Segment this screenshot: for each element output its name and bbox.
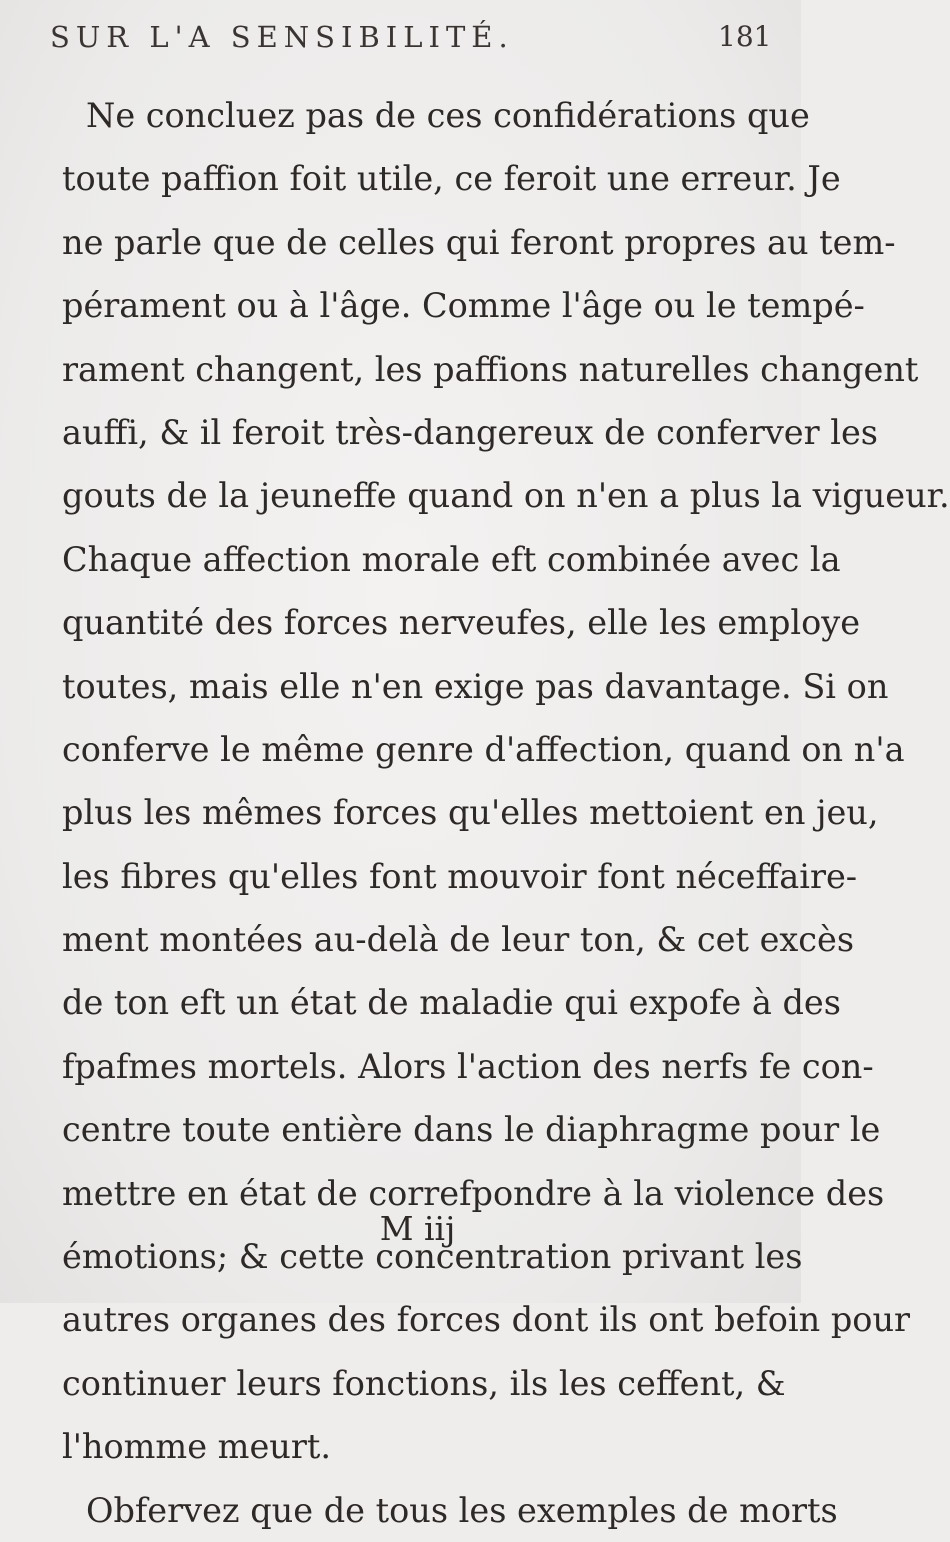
running-head (0, 20, 801, 60)
text-line: mettre en état de correfpondre à la violence des (62, 1173, 885, 1213)
text-line: gouts de la jeuneffe quand on n'en a plus la vigueur. (62, 476, 950, 516)
text-line: l'homme meurt. (62, 1427, 331, 1467)
page-number: 181 (718, 20, 772, 53)
text-line: de ton eft un état de maladie qui expofe à des (62, 983, 841, 1023)
text-line: quantité des forces nerveufes, elle les employe (62, 603, 861, 643)
text-line: auffi, & il feroit très-dangereux de conferver les (62, 412, 878, 452)
text-line: fpafmes mortels. Alors l'action des nerfs fe con- (62, 1046, 874, 1086)
text-line: pérament ou à l'âge. Comme l'âge ou le tempé- (62, 286, 865, 326)
text-line: toute paffion foit utile, ce feroit une erreur. Je (62, 159, 841, 199)
text-line: les fibres qu'elles font mouvoir font néceffaire- (62, 856, 858, 896)
body-text (62, 84, 950, 1542)
text-line: ment montées au-delà de leur ton, & cet excès (62, 920, 855, 960)
text-line: Ne concluez pas de ces confidérations que (86, 96, 810, 135)
text-line: Chaque affection morale eft combinée avec la (62, 539, 841, 579)
text-line: Obfervez que de tous les exemples de morts (86, 1490, 838, 1530)
text-line: centre toute entière dans le diaphragme pour le (62, 1110, 881, 1150)
text-line: rament changent, les paffions naturelles changent (62, 349, 919, 389)
text-line: autres organes des forces dont ils ont befoin pour (62, 1300, 911, 1340)
text-line: toutes, mais elle n'en exige pas davantage. Si on (62, 666, 889, 706)
signature-mark: M iij (379, 1209, 456, 1248)
text-line: ne parle que de celles qui feront propres au tem- (62, 222, 896, 262)
running-title: SUR L'A SENSIBILITÉ. (50, 20, 514, 54)
text-line: conferve le même genre d'affection, quand on n'a (62, 729, 905, 769)
text-line: plus les mêmes forces qu'elles mettoient en jeu, (62, 793, 879, 833)
text-line: continuer leurs fonctions, ils les ceffent, & (62, 1363, 786, 1403)
text-line: émotions; & cette concentration privant les (62, 1237, 803, 1277)
